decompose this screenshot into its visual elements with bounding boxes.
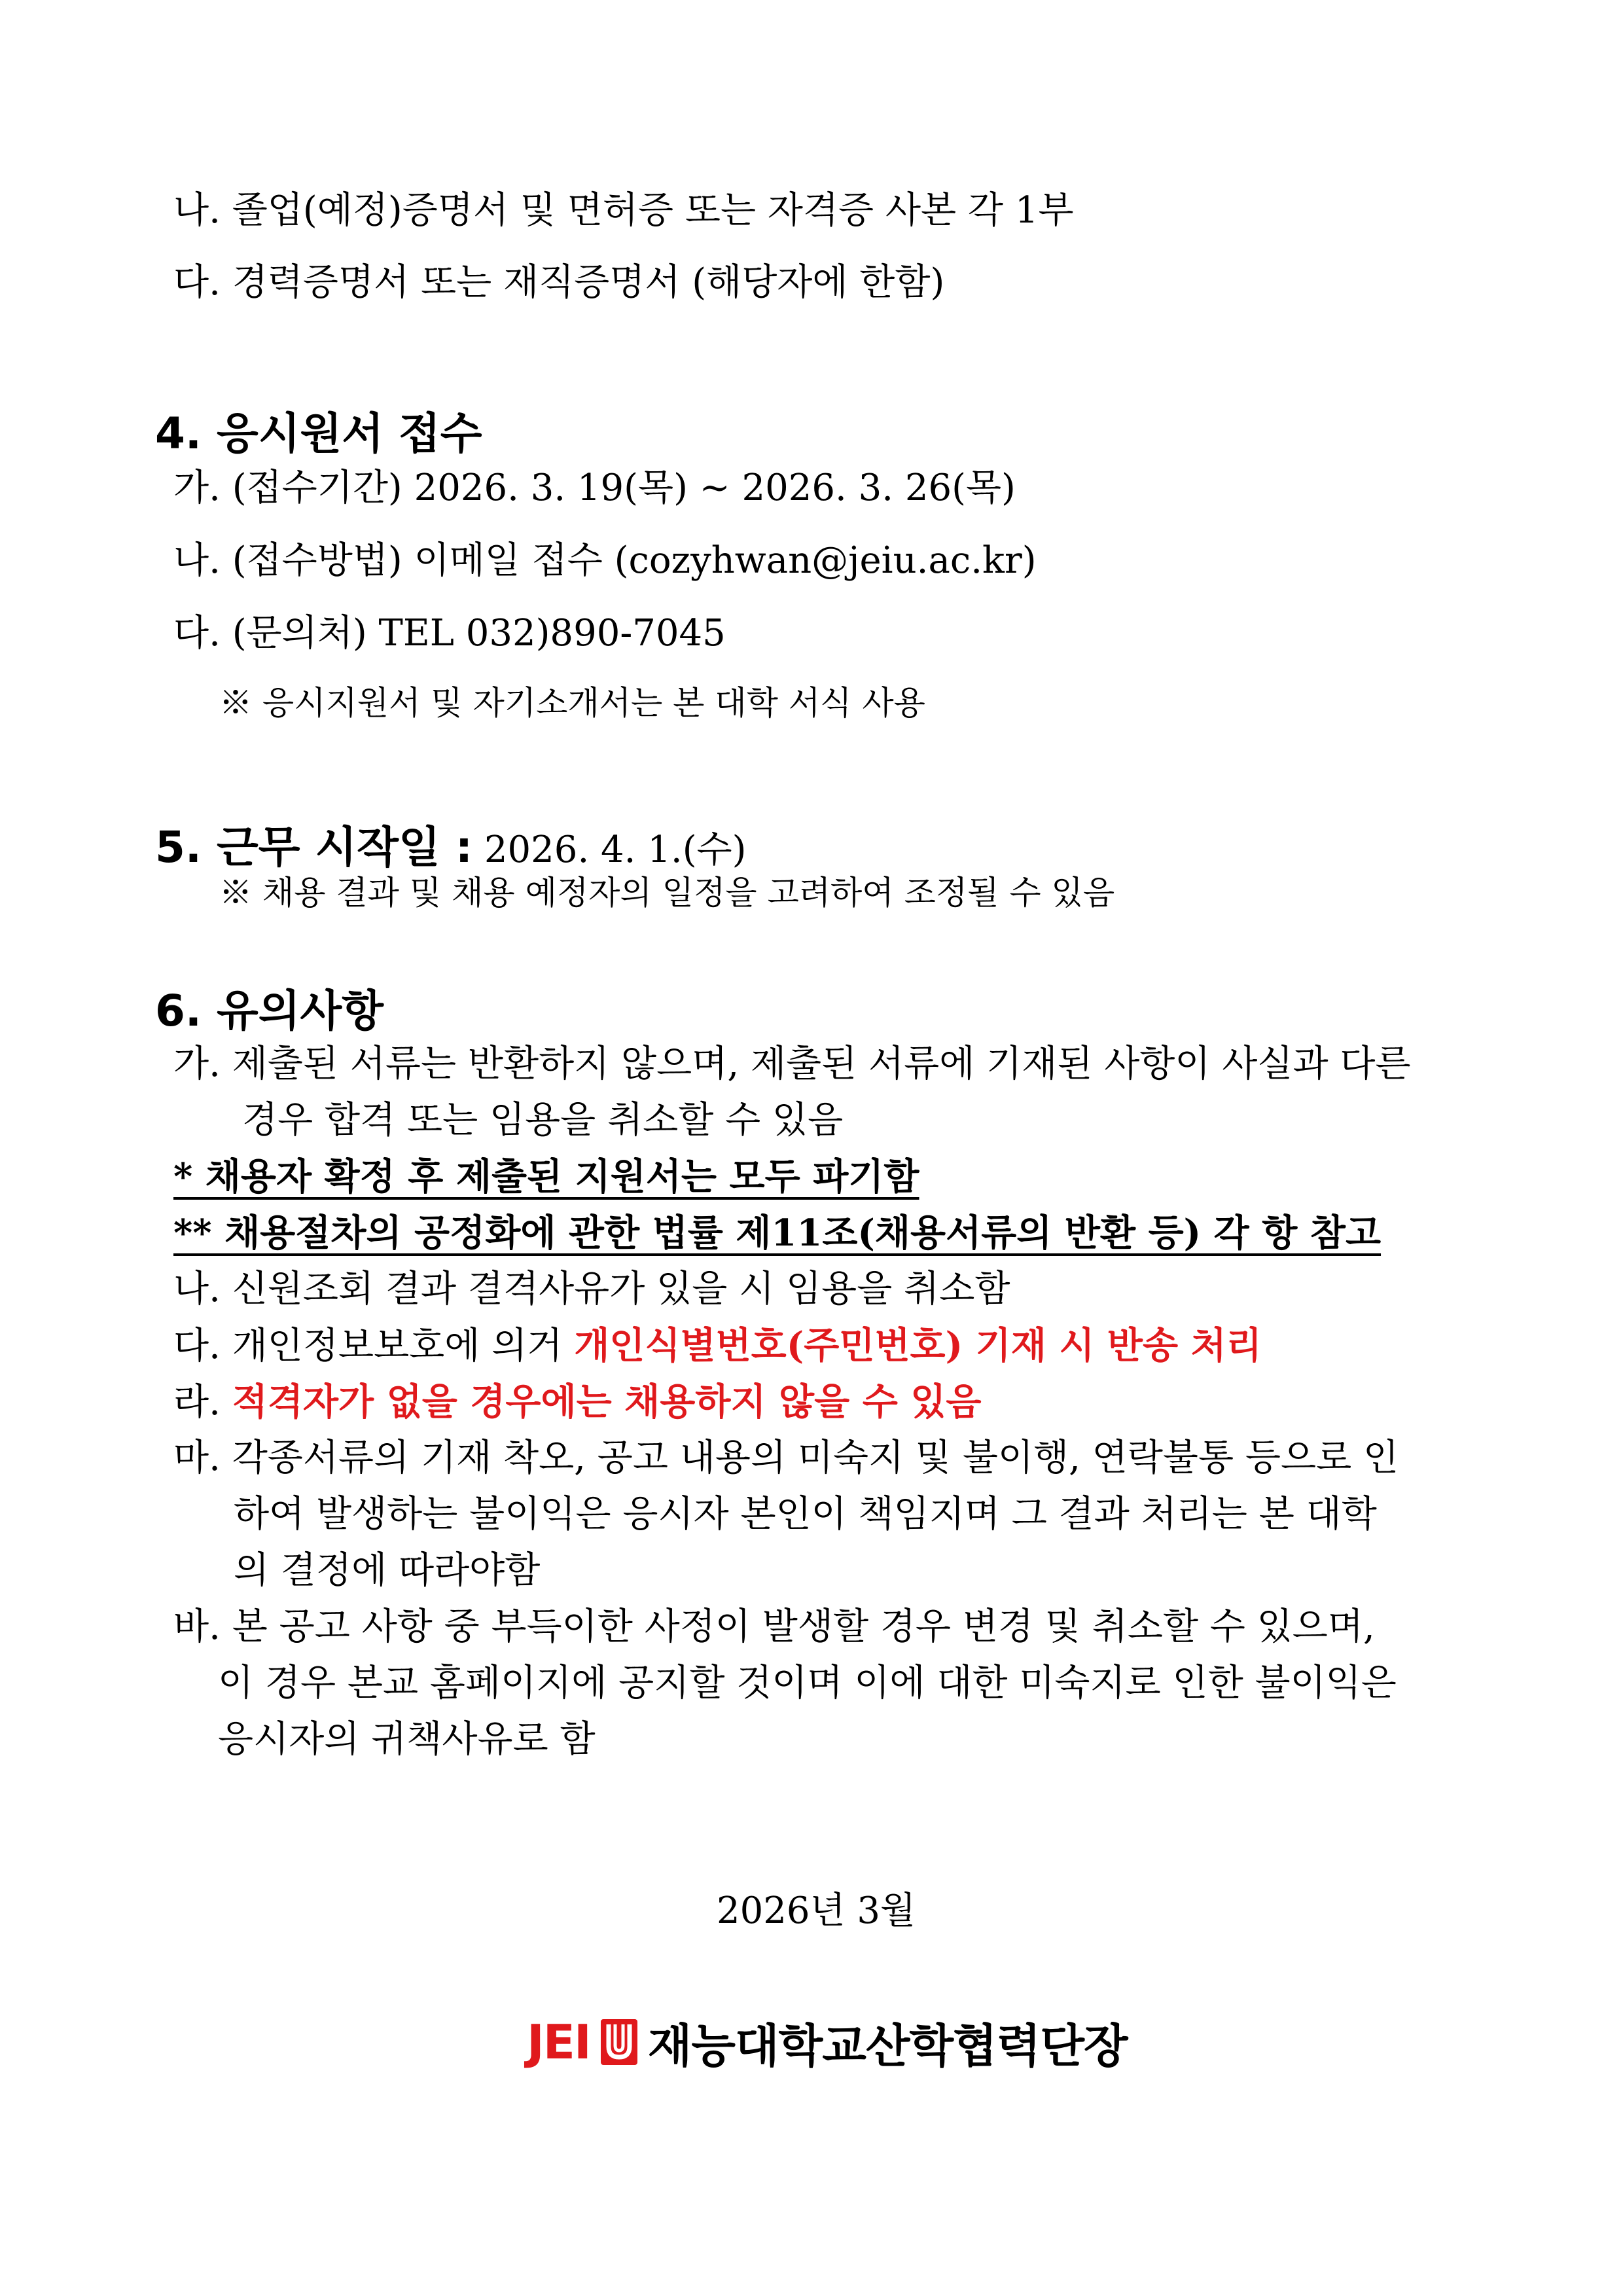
section5-date: 2026. 4. 1.(수) bbox=[484, 829, 747, 871]
section6-item-ma-line3: 의 결정에 따라야함 bbox=[234, 1549, 541, 1592]
section6-item-da-prefix: 다. 개인정보보호에 의거 bbox=[173, 1325, 563, 1367]
section6-heading: 6. 유의사항 bbox=[155, 986, 383, 1036]
section3-item-da: 다. 경력증명서 또는 재직증명서 (해당자에 한함) bbox=[173, 261, 945, 304]
section6-item-ra-prefix: 라. bbox=[173, 1381, 221, 1424]
section6-star-note-2: ** 채용절차의 공정화에 관한 법률 제11조(채용서류의 반환 등) 각 항 참고 bbox=[173, 1211, 1382, 1255]
section6-item-ma-line2: 하여 발생하는 불이익은 응시자 본인이 책임지며 그 결과 처리는 본 대학 bbox=[234, 1493, 1377, 1535]
section6-item-da-warning: 개인식별번호(주민번호) 기재 시 반송 처리 bbox=[574, 1324, 1262, 1367]
section6-star-note-1: * 채용자 확정 후 제출된 지원서는 모두 파기함 bbox=[173, 1155, 919, 1198]
organization-name: 재능대학교산학협력단장 bbox=[647, 2018, 1128, 2073]
section5-note: ※ 채용 결과 및 채용 예정자의 일정을 고려하여 조정될 수 있음 bbox=[219, 874, 1115, 912]
section6-item-ga-line1: 가. 제출된 서류는 반환하지 않으며, 제출된 서류에 기재된 사항이 사실과 다른 bbox=[173, 1043, 1411, 1085]
section6-item-ma-line1: 마. 각종서류의 기재 착오, 공고 내용의 미숙지 및 불이행, 연락불통 등으로 인 bbox=[173, 1437, 1399, 1479]
section3-item-na: 나. 졸업(예정)증명서 및 면허증 또는 자격증 사본 각 1부 bbox=[173, 189, 1074, 232]
section4-heading: 4. 응시원서 접수 bbox=[155, 408, 482, 459]
section4-item-ga: 가. (접수기간) 2026. 3. 19(목) ~ 2026. 3. 26(목) bbox=[173, 467, 1016, 509]
footer-signature bbox=[527, 2009, 1128, 2075]
section6-item-ga-line2: 경우 합격 또는 임용을 취소할 수 있음 bbox=[242, 1099, 844, 1141]
section6-item-ra bbox=[173, 1376, 982, 1429]
section4-item-na: 나. (접수방법) 이메일 접수 (cozyhwan@jeiu.ac.kr) bbox=[173, 539, 1037, 582]
section6-item-na: 나. 신원조회 결과 결격사유가 있을 시 임용을 취소함 bbox=[173, 1268, 1010, 1310]
section6-item-ba-line1: 바. 본 공고 사항 중 부득이한 사정이 발생할 경우 변경 및 취소할 수 있으며, bbox=[173, 1605, 1375, 1648]
university-logo-icon bbox=[599, 2018, 639, 2066]
footer-date: 2026년 3월 bbox=[717, 1890, 916, 1932]
section6-item-ba-line2: 이 경우 본교 홈페이지에 공지할 것이며 이에 대한 미숙지로 인한 불이익은 bbox=[218, 1662, 1397, 1704]
section6-item-ra-warning: 적격자가 없을 경우에는 채용하지 않을 수 있음 bbox=[232, 1380, 982, 1424]
section4-note: ※ 응시지원서 및 자기소개서는 본 대학 서식 사용 bbox=[219, 684, 925, 722]
section5-line bbox=[155, 818, 747, 877]
section6-item-da bbox=[173, 1319, 1262, 1372]
section5-heading: 5. 근무 시작일 : bbox=[155, 822, 473, 872]
jei-logo-text: JEI bbox=[527, 2015, 590, 2070]
section4-item-da: 다. (문의처) TEL 032)890-7045 bbox=[173, 612, 726, 655]
section6-item-ba-line3: 응시자의 귀책사유로 함 bbox=[218, 1718, 596, 1761]
